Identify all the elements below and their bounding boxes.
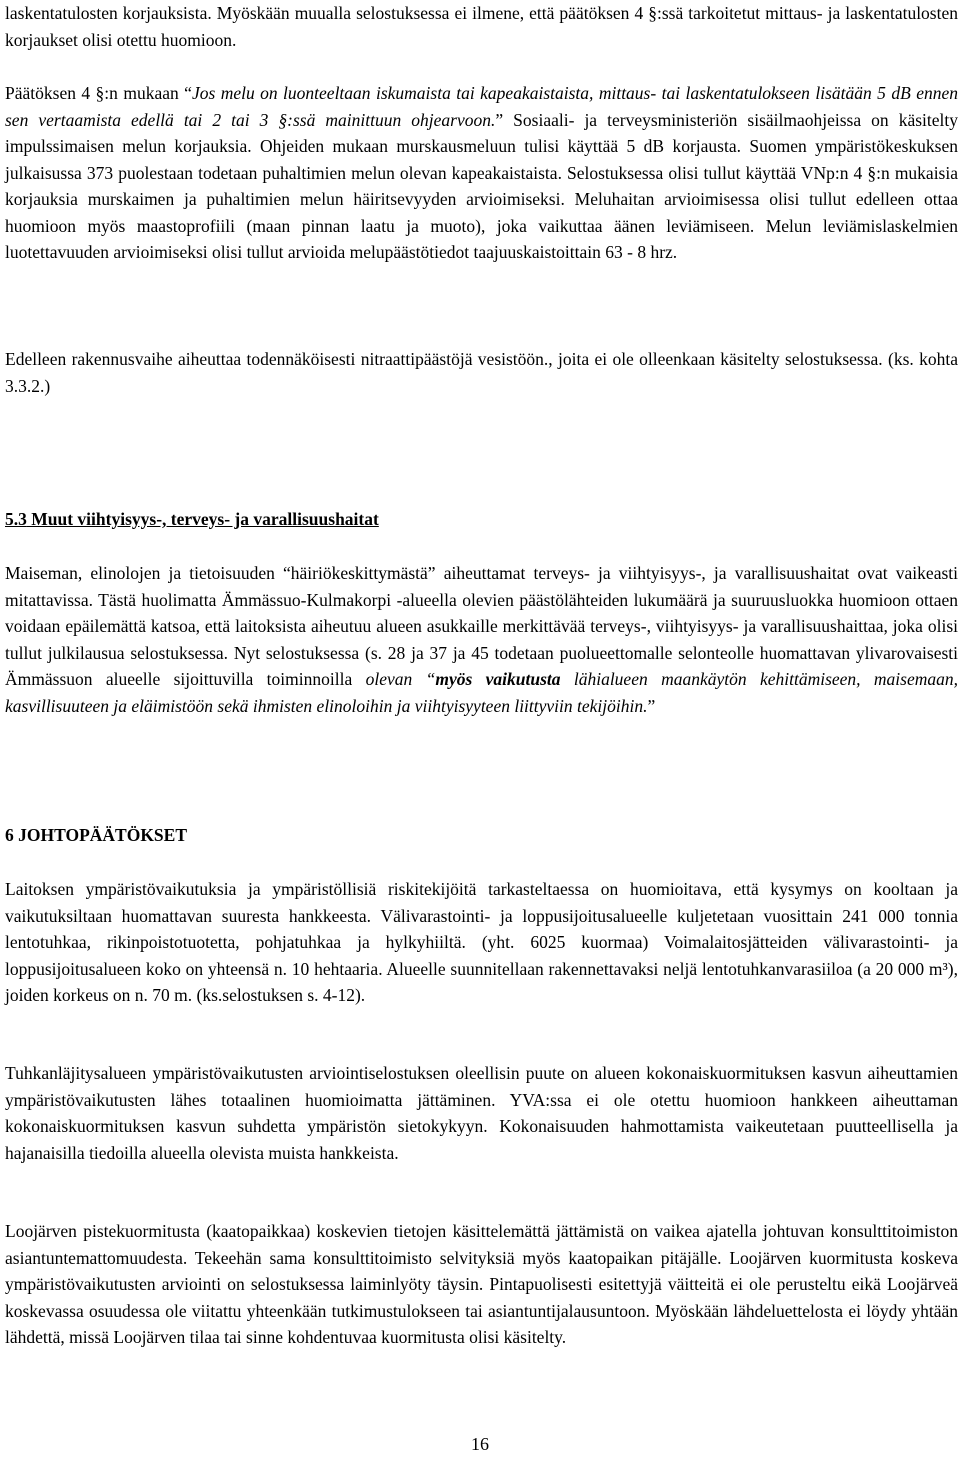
paragraph-noise-regulation (5, 80, 958, 266)
paragraph-text: Maiseman, elinolojen ja tietoisuuden “häiriökeskittymästä” aiheuttamat terveys- ja viihtyisyys-, ja varallisuushaitat ovat vaikeasti mitattavissa. Tästä huolimatta Ämmässuo-Kulmakorpi -alueella olevien päästölähteiden lukumäärä ja suuruusluokka huomioon ottaen voidaan epäilemättä katsoa, että laitoksista aiheutuu alueen asukkaille merkittävää terveys-, viihtyisyys- ja varallisuushaittaa, joka olisi tullut julkilausua selostuksessa. Nyt selostuksessa (s. 28 ja 37 ja 45 todetaan puolueettomalle selonteolle huomattavan ylivarovaisesti Ämmässuon alueelle sijoittuvilla toiminnoilla (5, 563, 958, 689)
emphasized-text: myös vaikutusta (435, 669, 561, 689)
section-number: 5.3 (5, 509, 27, 529)
section-title: 6 JOHTOPÄÄTÖKSET (5, 825, 188, 845)
page-number: 16 (471, 1434, 489, 1454)
quoted-regulation: Jos melu on luonteeltaan iskumaista tai kapeakaistaista, mittaus- tai laskentatulokseen lisätään 5 dB ennen sen vertaamista edellä tai 2 tai 3 §:ssä mainittuun ohjearvoon. (5, 83, 958, 130)
section-heading-5-3 (5, 506, 958, 533)
paragraph-conclusions-scale (5, 876, 958, 1009)
paragraph-text: laskentatulosten korjauksista. Myöskään muualla selostuksessa ei ilmene, että päätöksen 4 §:ssä tarkoitetut mittaus- ja laskentatulosten korjaukset olisi otettu huomioon. (5, 3, 958, 50)
paragraph-text: ” Sosiaali- ja terveysministeriön sisäilmaohjeissa on käsitelty impulssimaisen melun korjauksia. Ohjeiden mukaan murskausmeluun tulisi käyttää 5 dB korjausta. Suomen ympäristökeskuksen julkaisussa 373 puolestaan todetaan puhaltimien melun olevan kapeakaistaista. Selostuksessa olisi tullut käyttää VNp:n 4 §:n mukaisia korjauksia murskaimen ja puhaltimien melun häiritsevyyden arvioimiseksi. Meluhaitan arvioimisessa olisi tullut edelleen ottaa huomioon myös maastoprofiili (maan pinnan laatu ja muoto), joka vaikuttaa äänen leviämiseen. Melun leviämislaskelmien luotettavuuden arvioimiseksi olisi tullut arvioida melupäästötiedot taajuuskaistoittain 63 - 8 hrz. (5, 109, 958, 262)
paragraph-noise-corrections-end (5, 0, 958, 53)
section-heading-6 (5, 822, 958, 849)
paragraph-text: Laitoksen ympäristövaikutuksia ja ympäristöllisiä riskitekijöitä tarkasteltaessa on huomioitava, että kysymys on kooltaan ja vaikutuksiltaan huomattavan suuresta hankkeesta. Välivarastointi- ja loppusijoitusalueelle kuljetetaan vuosittain 241 000 tonnia lentotuhkaa, rikinpoistotuotetta, pohjatuhkaa ja hylkyhiiltä. (yht. 6025 kuormaa) Voimalaitosjätteiden välivarastointi- ja loppusijoitusalueen koko on yhteensä n. 10 hehtaaria. Alueelle suunnitellaan rakennettavaksi neljä lentotuhkanvarasiiloa (a 20 000 m³), joiden korkeus on n. 70 m. (ks.selostuksen s. 4-12). (5, 879, 958, 1005)
paragraph-loojarvi-loading (5, 1218, 958, 1351)
paragraph-ash-deposit-shortcomings (5, 1060, 958, 1166)
paragraph-construction-nitrates (5, 346, 958, 399)
paragraph-text: Päätöksen 4 §:n mukaan “ (5, 83, 192, 103)
section-title: Muut viihtyisyys-, terveys- ja varallisuushaitat (26, 509, 379, 529)
quoted-text: lähialueen maankäytön kehittämiseen, maisemaan, kasvillisuuteen ja eläimistöön sekä ihmisten elinoloihin ja viihtyisyyteen liittyviin tekijöihin. (5, 669, 958, 716)
paragraph-health-comfort-harms (5, 560, 958, 719)
quoted-text: olevan “ (365, 669, 436, 689)
paragraph-text: Tuhkanläjitysalueen ympäristövaikutusten arviointiselostuksen oleellisin puute on alueen kokonaiskuormituksen kasvun aiheuttamien ympäristövaikutusten lähes totaalinen huomioimatta jättäminen. YVA:ssa ei ole otettu huomioon hankkeen aiheuttaman kokonaiskuormituksen kasvun suhdetta ympäristön sietokykyyn. Kokonaisuuden hahmottamista vaikeutetaan puutteellisella ja hajanaisilla tiedoilla alueella olevista muista hankkeista. (5, 1063, 958, 1163)
paragraph-text: Edelleen rakennusvaihe aiheuttaa todennäköisesti nitraattipäästöjä vesistöön., joita ei ole olleenkaan käsitelty selostuksessa. (ks. kohta 3.3.2.) (5, 349, 958, 396)
closing-quote: ” (647, 695, 656, 716)
paragraph-text: Loojärven pistekuormitusta (kaatopaikkaa) koskevien tietojen käsittelemättä jättämistä on vaikea ajatella johtuvan konsulttitoimiston asiantuntemattomuudesta. Tekeehän sama konsulttitoimisto selvityksiä myös kaatopaikan pitäjälle. Loojärven kuormitusta koskeva ympäristövaikutusten arviointi on selostuksessa laiminlyöty täysin. Pintapuolisesti esitettyjä väitteitä ei ole perusteltu eikä Loojärveä koskevassa osuudessa ole viitattu yhteenkään tutkimustulokseen tai asiantuntijalausuntoon. Myöskään lähdeluettelosta ei löydy yhtään lähdettä, missä Loojärven tilaa tai sinne kohdentuvaa kuormitusta olisi käsitelty. (5, 1221, 958, 1347)
